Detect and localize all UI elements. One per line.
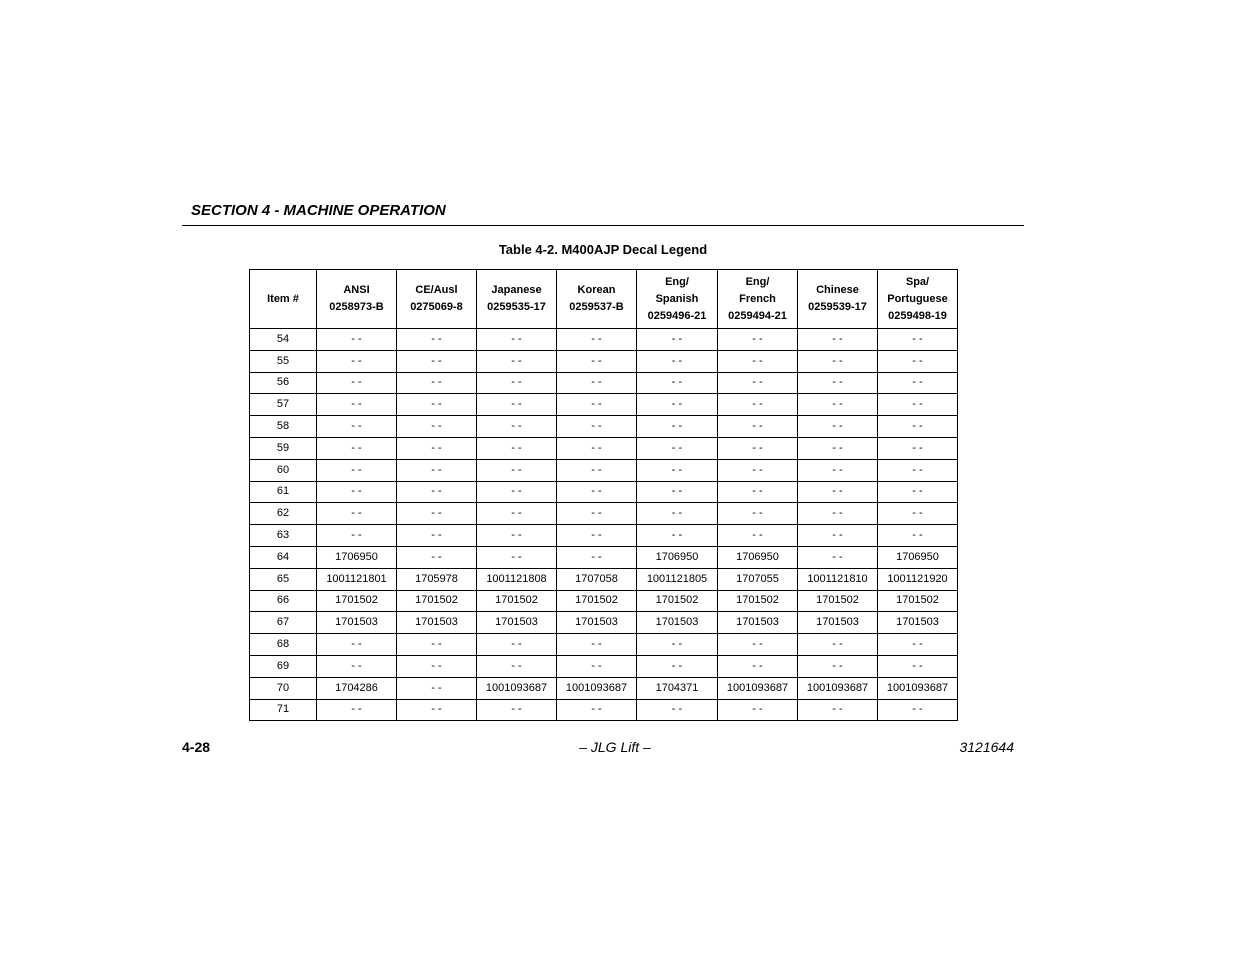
column-header-line: 0259535-17	[487, 301, 546, 313]
item-number-cell: 66	[250, 590, 317, 612]
decal-part-cell: - -	[317, 525, 397, 547]
decal-part-cell: - -	[557, 503, 637, 525]
table-row	[250, 416, 958, 438]
decal-part-cell: - -	[637, 634, 718, 656]
item-number-cell: 69	[250, 655, 317, 677]
decal-part-cell: - -	[878, 459, 958, 481]
column-header-line: 0275069-8	[410, 301, 463, 313]
decal-part-cell: 1706950	[637, 546, 718, 568]
decal-part-cell: - -	[637, 437, 718, 459]
decal-part-cell: - -	[397, 481, 477, 503]
decal-part-cell: - -	[878, 655, 958, 677]
decal-part-cell: - -	[718, 699, 798, 721]
decal-part-cell: 1701502	[477, 590, 557, 612]
decal-part-cell: 1701502	[718, 590, 798, 612]
decal-part-cell: - -	[477, 459, 557, 481]
decal-part-cell: 1701503	[557, 612, 637, 634]
decal-part-cell: 1001093687	[557, 677, 637, 699]
table-row	[250, 350, 958, 372]
decal-part-cell: - -	[637, 481, 718, 503]
column-header-line: French	[739, 292, 776, 305]
decal-part-cell: - -	[798, 525, 878, 547]
item-number-cell: 61	[250, 481, 317, 503]
table-row	[250, 459, 958, 481]
column-header-line: Japanese	[491, 284, 542, 296]
column-header	[878, 270, 958, 329]
decal-part-cell: - -	[798, 437, 878, 459]
decal-part-cell: - -	[557, 416, 637, 438]
column-header	[637, 270, 718, 329]
column-header-line: Portuguese	[887, 292, 948, 305]
document-number: 3121644	[959, 739, 1014, 755]
column-header-line: Spa/	[905, 275, 930, 288]
decal-part-cell: - -	[397, 699, 477, 721]
decal-part-cell: - -	[878, 699, 958, 721]
column-header	[250, 270, 317, 329]
decal-part-cell: - -	[397, 416, 477, 438]
decal-part-cell: - -	[477, 481, 557, 503]
decal-part-cell: 1704371	[637, 677, 718, 699]
decal-part-cell: - -	[317, 394, 397, 416]
decal-part-cell: - -	[317, 437, 397, 459]
decal-part-cell: 1701503	[798, 612, 878, 634]
decal-part-cell: - -	[317, 503, 397, 525]
decal-part-cell: - -	[878, 350, 958, 372]
decal-part-cell: - -	[637, 525, 718, 547]
decal-part-cell: - -	[798, 329, 878, 351]
decal-part-cell: - -	[477, 634, 557, 656]
decal-part-cell: - -	[798, 372, 878, 394]
column-header-line: 0259537-B	[569, 301, 624, 313]
decal-part-cell: - -	[317, 699, 397, 721]
decal-part-cell: 1701503	[718, 612, 798, 634]
decal-part-cell: - -	[878, 437, 958, 459]
decal-part-cell: - -	[557, 546, 637, 568]
column-header-line: Spanish	[655, 292, 699, 305]
decal-part-cell: - -	[477, 699, 557, 721]
decal-part-cell: 1001093687	[798, 677, 878, 699]
decal-part-cell: - -	[718, 350, 798, 372]
column-header-line: CE/Ausl	[415, 284, 458, 296]
decal-part-cell: 1001121805	[637, 568, 718, 590]
decal-part-cell: - -	[397, 350, 477, 372]
decal-part-cell: - -	[477, 437, 557, 459]
decal-part-cell: - -	[317, 634, 397, 656]
decal-part-cell: - -	[637, 350, 718, 372]
decal-part-cell: 1001093687	[718, 677, 798, 699]
section-title: SECTION 4 - MACHINE OPERATION	[191, 202, 446, 219]
decal-part-cell: - -	[477, 525, 557, 547]
decal-part-cell: - -	[477, 655, 557, 677]
decal-part-cell: - -	[878, 372, 958, 394]
decal-part-cell: - -	[557, 459, 637, 481]
table-row	[250, 655, 958, 677]
decal-part-cell: - -	[798, 459, 878, 481]
decal-part-cell: - -	[477, 416, 557, 438]
decal-part-cell: - -	[317, 655, 397, 677]
decal-part-cell: - -	[397, 525, 477, 547]
item-number-cell: 68	[250, 634, 317, 656]
decal-part-cell: 1701502	[798, 590, 878, 612]
table-row	[250, 525, 958, 547]
decal-part-cell: - -	[798, 634, 878, 656]
table-row	[250, 677, 958, 699]
decal-part-cell: - -	[718, 634, 798, 656]
decal-part-cell: - -	[718, 329, 798, 351]
header-rule	[182, 225, 1024, 226]
item-number-cell: 70	[250, 677, 317, 699]
decal-part-cell: - -	[397, 372, 477, 394]
column-header-line: Korean	[577, 284, 616, 296]
decal-part-cell: - -	[397, 503, 477, 525]
decal-part-cell: - -	[637, 459, 718, 481]
table-row	[250, 699, 958, 721]
decal-part-cell: - -	[557, 655, 637, 677]
decal-part-cell: - -	[477, 372, 557, 394]
column-header-line: 0258973-B	[329, 301, 384, 313]
decal-part-cell: - -	[798, 481, 878, 503]
decal-part-cell: 1701503	[317, 612, 397, 634]
decal-legend-table	[249, 269, 958, 721]
decal-part-cell: - -	[637, 416, 718, 438]
table-row	[250, 590, 958, 612]
decal-part-cell: - -	[878, 525, 958, 547]
decal-part-cell: 1001093687	[477, 677, 557, 699]
column-header-line: Eng/	[665, 275, 689, 288]
decal-part-cell: - -	[397, 437, 477, 459]
item-number-cell: 63	[250, 525, 317, 547]
decal-part-cell: - -	[878, 416, 958, 438]
item-number-cell: 55	[250, 350, 317, 372]
decal-part-cell: 1001121801	[317, 568, 397, 590]
table-row	[250, 568, 958, 590]
decal-part-cell: - -	[637, 699, 718, 721]
decal-part-cell: - -	[798, 699, 878, 721]
decal-part-cell: - -	[477, 329, 557, 351]
decal-part-cell: - -	[878, 634, 958, 656]
column-header	[317, 270, 397, 329]
decal-part-cell: - -	[557, 372, 637, 394]
table-row	[250, 612, 958, 634]
decal-part-cell: - -	[397, 459, 477, 481]
decal-part-cell: - -	[477, 394, 557, 416]
decal-part-cell: - -	[798, 546, 878, 568]
decal-part-cell: 1701503	[637, 612, 718, 634]
decal-part-cell: - -	[477, 503, 557, 525]
item-number-cell: 65	[250, 568, 317, 590]
decal-part-cell: - -	[878, 394, 958, 416]
decal-part-cell: 1701502	[317, 590, 397, 612]
column-header	[397, 270, 477, 329]
decal-part-cell: - -	[557, 699, 637, 721]
decal-part-cell: 1701502	[397, 590, 477, 612]
column-header	[477, 270, 557, 329]
table-header-row	[250, 270, 958, 329]
decal-part-cell: 1701502	[878, 590, 958, 612]
decal-part-cell: - -	[397, 394, 477, 416]
decal-part-cell: 1706950	[878, 546, 958, 568]
decal-part-cell: - -	[718, 525, 798, 547]
decal-part-cell: - -	[637, 372, 718, 394]
decal-part-cell: - -	[718, 503, 798, 525]
decal-part-cell: - -	[397, 655, 477, 677]
item-number-cell: 62	[250, 503, 317, 525]
decal-part-cell: - -	[317, 416, 397, 438]
table-row	[250, 503, 958, 525]
decal-part-cell: 1701503	[477, 612, 557, 634]
table-row	[250, 372, 958, 394]
column-header-line: 0259494-21	[728, 309, 787, 322]
item-number-cell: 56	[250, 372, 317, 394]
column-header	[718, 270, 798, 329]
item-number-cell: 57	[250, 394, 317, 416]
decal-part-cell: - -	[557, 329, 637, 351]
decal-part-cell: - -	[878, 481, 958, 503]
column-header-line: Eng/	[745, 275, 770, 288]
column-header-line: 0259496-21	[647, 309, 707, 322]
decal-part-cell: 1704286	[317, 677, 397, 699]
table-row	[250, 546, 958, 568]
item-number-cell: 71	[250, 699, 317, 721]
decal-part-cell: - -	[878, 329, 958, 351]
decal-part-cell: - -	[637, 329, 718, 351]
decal-part-cell: - -	[317, 350, 397, 372]
table-caption: Table 4-2. M400AJP Decal Legend	[498, 242, 708, 257]
column-header-line: Item #	[267, 292, 299, 305]
column-header	[557, 270, 637, 329]
column-header-line: 0259498-19	[888, 309, 947, 322]
decal-part-cell: 1707058	[557, 568, 637, 590]
table-row	[250, 394, 958, 416]
item-number-cell: 58	[250, 416, 317, 438]
page-number: 4-28	[182, 739, 211, 755]
decal-part-cell: - -	[477, 546, 557, 568]
table-row	[250, 329, 958, 351]
decal-part-cell: 1701502	[637, 590, 718, 612]
decal-part-cell: - -	[557, 437, 637, 459]
column-header-line: 0259539-17	[808, 301, 867, 313]
decal-part-cell: 1701503	[397, 612, 477, 634]
decal-part-cell: - -	[557, 394, 637, 416]
decal-part-cell: 1701503	[878, 612, 958, 634]
decal-part-cell: - -	[317, 459, 397, 481]
item-number-cell: 67	[250, 612, 317, 634]
decal-part-cell: - -	[798, 416, 878, 438]
item-number-cell: 59	[250, 437, 317, 459]
column-header-line: ANSI	[343, 284, 370, 296]
decal-part-cell: - -	[317, 372, 397, 394]
decal-part-cell: 1701502	[557, 590, 637, 612]
decal-part-cell: - -	[317, 481, 397, 503]
column-header	[798, 270, 878, 329]
table-row	[250, 481, 958, 503]
decal-part-cell: - -	[798, 350, 878, 372]
table-row	[250, 437, 958, 459]
item-number-cell: 60	[250, 459, 317, 481]
decal-part-cell: - -	[718, 655, 798, 677]
decal-part-cell: - -	[557, 481, 637, 503]
decal-part-cell: - -	[397, 546, 477, 568]
decal-part-cell: 1706950	[718, 546, 798, 568]
decal-part-cell: - -	[718, 394, 798, 416]
decal-part-cell: - -	[637, 394, 718, 416]
decal-part-cell: - -	[317, 329, 397, 351]
decal-part-cell: - -	[477, 350, 557, 372]
decal-part-cell: - -	[557, 634, 637, 656]
decal-part-cell: - -	[557, 525, 637, 547]
decal-part-cell: - -	[718, 481, 798, 503]
decal-part-cell: - -	[798, 503, 878, 525]
item-number-cell: 64	[250, 546, 317, 568]
table-body	[250, 329, 958, 721]
decal-part-cell: - -	[718, 459, 798, 481]
decal-part-cell: - -	[718, 437, 798, 459]
decal-part-cell: - -	[637, 503, 718, 525]
decal-part-cell: 1001093687	[878, 677, 958, 699]
footer-publisher: – JLG Lift –	[579, 739, 651, 755]
decal-part-cell: 1001121808	[477, 568, 557, 590]
decal-part-cell: 1705978	[397, 568, 477, 590]
decal-part-cell: 1001121920	[878, 568, 958, 590]
decal-part-cell: - -	[798, 394, 878, 416]
decal-part-cell: - -	[798, 655, 878, 677]
decal-part-cell: - -	[637, 655, 718, 677]
decal-part-cell: - -	[718, 416, 798, 438]
decal-part-cell: - -	[557, 350, 637, 372]
decal-part-cell: - -	[397, 329, 477, 351]
column-header-line: Chinese	[816, 284, 859, 296]
decal-part-cell: 1707055	[718, 568, 798, 590]
decal-part-cell: - -	[878, 503, 958, 525]
decal-part-cell: 1001121810	[798, 568, 878, 590]
table-row	[250, 634, 958, 656]
decal-part-cell: - -	[718, 372, 798, 394]
decal-part-cell: - -	[397, 634, 477, 656]
item-number-cell: 54	[250, 329, 317, 351]
decal-part-cell: - -	[397, 677, 477, 699]
decal-part-cell: 1706950	[317, 546, 397, 568]
